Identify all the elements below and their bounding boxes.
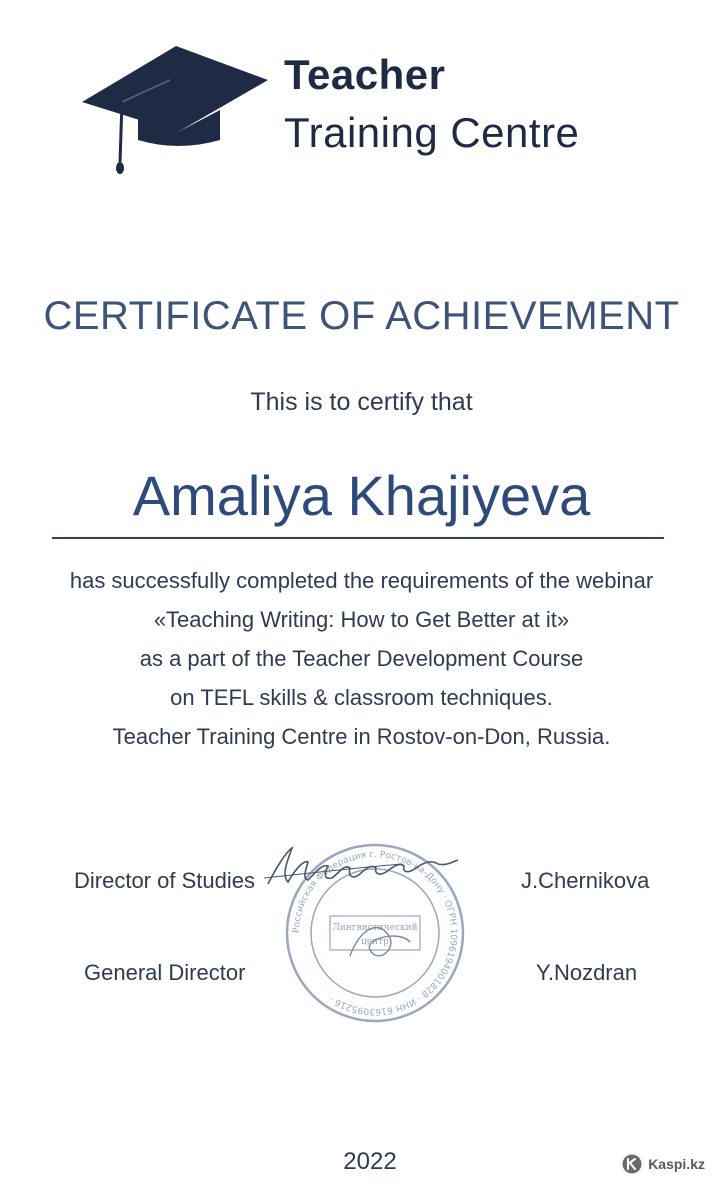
director-of-studies-name: J.Chernikova [521, 868, 650, 893]
general-director-name: Y.Nozdran [536, 960, 638, 985]
certificate-year: 2022 [343, 1148, 397, 1175]
body-line: «Teaching Writing: How to Get Better at it» [153, 607, 570, 632]
organization-name-line2: Training Centre [284, 109, 580, 156]
organization-name-line1: Teacher [284, 51, 446, 98]
svg-text:центр: центр [361, 937, 389, 947]
recipient-name: Amaliya Khajiyeva [132, 464, 591, 527]
graduation-cap-icon [78, 40, 278, 180]
body-line: on TEFL skills & classroom techniques. [170, 685, 553, 710]
body-line: has successfully completed the requirements of the webinar [69, 568, 654, 593]
body-line: as a part of the Teacher Development Course [139, 646, 584, 671]
general-director-label: General Director [84, 960, 246, 985]
name-underline [52, 537, 664, 539]
kaspi-watermark [622, 1154, 705, 1174]
certificate-title: CERTIFICATE OF ACHIEVEMENT [43, 294, 680, 338]
kaspi-logo-icon [622, 1154, 642, 1174]
watermark-text: Kaspi.kz [648, 1156, 705, 1172]
signature-chernikova [262, 838, 462, 896]
svg-text:Лингвистический: Лингвистический [332, 923, 418, 933]
body-line: Teacher Training Centre in Rostov-on-Don, Russia. [112, 724, 611, 749]
svg-text:Российская Федерация г. Ростов: Российская Федерация г. Ростов-на-Дону · ОГРН 1096194001828 · ИНН 6163095216 · [291, 849, 459, 1017]
director-of-studies-label: Director of Studies [74, 868, 255, 893]
certify-intro: This is to certify that [250, 388, 473, 416]
certificate-body [0, 566, 723, 761]
